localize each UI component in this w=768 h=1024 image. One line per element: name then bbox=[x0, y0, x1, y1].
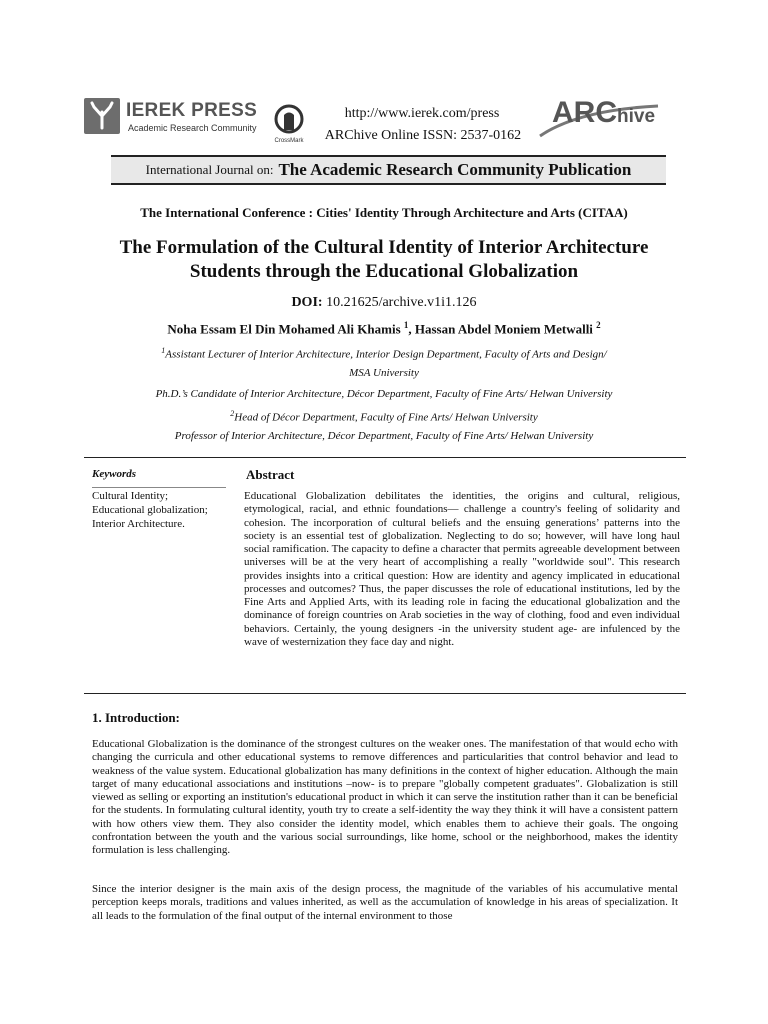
author-separator: , bbox=[408, 321, 412, 337]
doi-line bbox=[40, 295, 728, 311]
archive-logo-small: hive bbox=[617, 106, 656, 127]
affiliation-2 bbox=[40, 409, 728, 424]
ierek-press-logo bbox=[84, 96, 264, 140]
author-1-sup: 1 bbox=[403, 320, 409, 330]
abstract-text: Educational Globalization debilitates the identities, the origins and cultural, religious, etymological, racial, and ethnic foundations— challenge a country's feeling of solidarity and cohesion. The incorporation of cultural beliefs and the ensuing generations’ patterns into the society is an essential test of globalization. Neglecting to do so; however, will have long haul social ramification. The capacity to define a character that permits agreeable development between universes will be at the very heart of accomplishing a really "worldwide soul". This research provides insights into a critical question: How are identity and agency implicated in educational processes and outcomes? Thus, the paper discusses the role of educational institutions, led by the Fine Arts and Applied Arts, with its leading role in facing the educational globalization and the dominance of foreign countries on Arab societies in the way of clothing, food and even individual behaviors. Certainly, the young designers -in the university student age- are infulenced by the wave of westernization they face day and night. bbox=[244, 490, 680, 648]
intro-paragraph-2: Since the interior designer is the main axis of the design process, the magnitude of the variables of his accumulative mental perception keeps morals, traditions and values inherited, as well as the accumulation of knowledge in his areas of specialization. It all leads to the formulation of the final output of the internal environment to those bbox=[92, 883, 678, 922]
abstract-heading: Abstract bbox=[246, 467, 295, 482]
publisher-name: IEREK PRESS bbox=[126, 100, 258, 121]
affiliation-1-text: Assistant Lecturer of Interior Architecture, Interior Design Department, Faculty of Arts and Design/ bbox=[165, 348, 607, 361]
journal-band bbox=[111, 155, 666, 185]
section-heading-introduction: 1. Introduction: bbox=[92, 710, 180, 725]
issn-line: ARChive Online ISSN: 2537-0162 bbox=[324, 128, 522, 143]
keyword-item: Interior Architecture. bbox=[92, 518, 185, 530]
paper-title-line-1: The Formulation of the Cultural Identity of Interior Architecture bbox=[119, 237, 649, 258]
publisher-url[interactable]: http://www.ierek.com/press bbox=[344, 106, 500, 121]
keyword-item: Educational globalization; bbox=[92, 504, 208, 516]
paper-title bbox=[40, 236, 728, 284]
affiliation-1-sup: 1 bbox=[161, 346, 166, 355]
crossmark-label: CrossMark bbox=[274, 138, 304, 144]
crossmark-icon bbox=[270, 104, 308, 138]
intro-paragraph-1: Educational Globalization is the dominance of the strongest cultures on the weaker ones. The manifestation of that would echo with changing the curricula and other educational systems to remove differences and particularities that control behavior and lead to weakness of the value system. Educational globalization has many definitions in the context of higher education. Although the main target of many educational associations and institutions –now- is to prepare "globally competent graduates". Globalization is still viewed as selling or exporting an institution's educational product in which it can serve the institution rather than it can be beneficial for the students. In formulating cultural identity, youth try to create a self-identity the way they think it will have a consistent pattern with how others view them. They also consider the identity model, which enables them to achieve their goals. The ongoing confrontation between the youth and the various social surroundings, like home, school or the neighborhood, makes the identity formulation is less challenging. bbox=[92, 738, 678, 857]
keywords-underline bbox=[92, 487, 226, 488]
affiliation-1-extra: Ph.D.’s Candidate of Interior Architecture, Décor Department, Faculty of Fine Arts/ Helwan University bbox=[155, 388, 613, 400]
journal-name: The Academic Research Community Publication bbox=[278, 160, 632, 179]
author-line bbox=[40, 320, 728, 337]
publisher-subtitle: Academic Research Community bbox=[128, 123, 257, 133]
author-2: Hassan Abdel Moniem Metwalli bbox=[414, 321, 593, 337]
divider-top bbox=[84, 457, 686, 458]
doi-value[interactable]: 10.21625/archive.v1i1.126 bbox=[326, 295, 477, 310]
author-2-sup: 2 bbox=[596, 320, 601, 330]
affiliation-1-continued: MSA University bbox=[349, 367, 419, 379]
crossmark-badge[interactable] bbox=[270, 104, 308, 148]
archive-logo bbox=[538, 92, 678, 140]
divider-bottom bbox=[84, 693, 686, 694]
conference-name: The International Conference : Cities' Identity Through Architecture and Arts (CITAA) bbox=[140, 205, 628, 220]
journal-prefix: International Journal on: bbox=[145, 162, 274, 177]
keyword-item: Cultural Identity; bbox=[92, 490, 169, 502]
affiliation-2-text: Head of Décor Department, Faculty of Fine Arts/ Helwan University bbox=[234, 411, 538, 424]
doi-label: DOI: bbox=[291, 295, 323, 310]
affiliation-2-extra: Professor of Interior Architecture, Décor Department, Faculty of Fine Arts/ Helwan University bbox=[174, 430, 594, 442]
affiliation-2-sup: 2 bbox=[230, 409, 235, 418]
affiliation-1 bbox=[40, 346, 728, 361]
paper-title-line-2: Students through the Educational Globalization bbox=[189, 261, 579, 282]
archive-logo-big: ARC bbox=[552, 96, 617, 129]
keywords-heading: Keywords bbox=[92, 468, 136, 480]
ierek-tree-icon bbox=[84, 98, 120, 134]
author-1: Noha Essam El Din Mohamed Ali Khamis bbox=[167, 321, 401, 337]
